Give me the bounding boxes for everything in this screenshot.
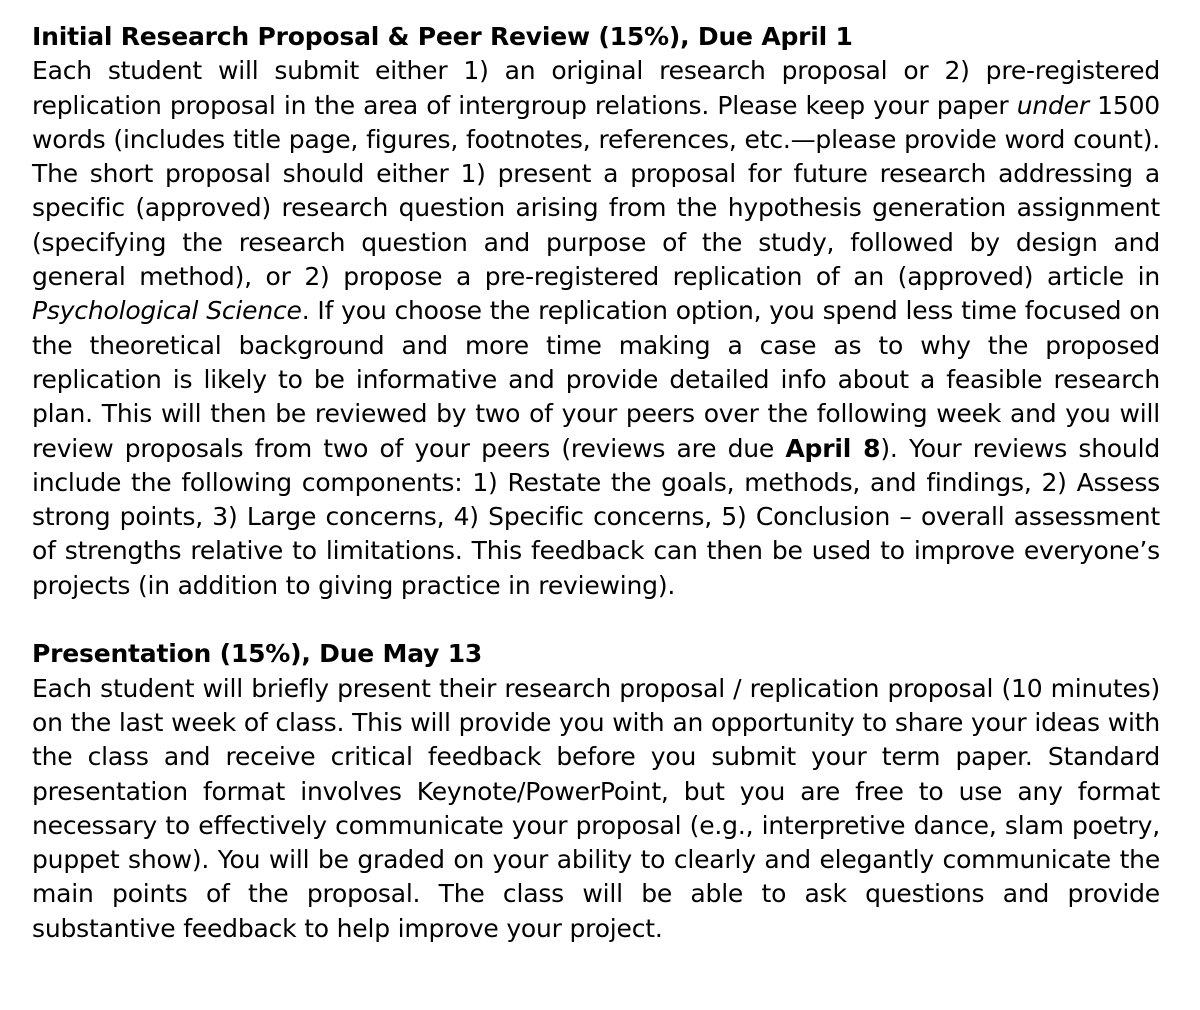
due-date: April 8	[785, 433, 881, 463]
body-text: . If you choose the replication option, you spend less time focused on the theoretical background and more time making a case as to why the proposed replication is likely to be informative and provide detailed info about a feasible research plan. This will then be reviewed by two of your peers over the following week and you will review proposals from two of your peers (reviews are due	[32, 296, 1160, 463]
section-heading: Presentation (15%), Due May 13	[32, 639, 483, 669]
journal-title: Psychological Science	[32, 296, 302, 326]
section-body	[32, 54, 1160, 603]
section-spacer	[32, 603, 1160, 637]
section-body	[32, 672, 1160, 946]
body-text: 1500 words (includes title page, figures, footnotes, references, etc.—please provide word count). The short proposal should either 1) present a proposal for future research addressing a specific (approved) research question arising from the hypothesis generation assignment (specifying the research question and purpose of the study, followed by design and general method), or 2) propose a pre-registered replication of an (approved) article in	[32, 90, 1160, 292]
syllabus-page	[32, 20, 1160, 946]
section-proposal	[32, 20, 1160, 603]
emphasis-text: under	[1016, 90, 1089, 120]
body-text: Each student will briefly present their research proposal / replication proposal (10 minutes) on the last week of class. This will provide you with an opportunity to share your ideas with the class and receive critical feedback before you submit your term paper. Standard presentation format involves Keynote/PowerPoint, but you are free to use any format necessary to effectively communicate your proposal (e.g., interpretive dance, slam poetry, puppet show). You will be graded on your ability to clearly and elegantly communicate the main points of the proposal. The class will be able to ask questions and provide substantive feedback to help improve your project.	[32, 673, 1160, 943]
body-text: ). Your reviews should include the following components: 1) Restate the goals, methods, and findings, 2) Assess strong points, 3) Large concerns, 4) Specific concerns, 5) Conclusion – overall assessment of strengths relative to limitations. This feedback can then be used to improve everyone’s projects (in addition to giving practice in reviewing).	[32, 433, 1160, 600]
section-presentation	[32, 637, 1160, 946]
section-heading: Initial Research Proposal & Peer Review (15%), Due April 1	[32, 22, 853, 51]
body-text: Each student will submit either 1) an original research proposal or 2) pre-registered replication proposal in the area of intergroup relations. Please keep your paper	[32, 56, 1160, 120]
